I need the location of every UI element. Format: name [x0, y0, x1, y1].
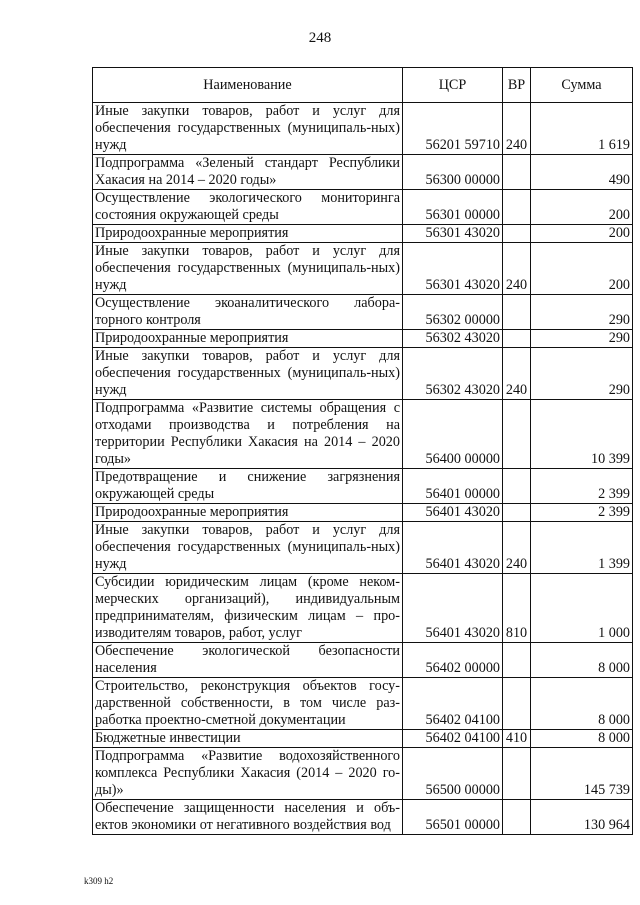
- cell-sum: 130 964: [531, 800, 633, 835]
- header-sum: Сумма: [531, 68, 633, 103]
- cell-vr: [503, 190, 531, 225]
- header-vr: ВР: [503, 68, 531, 103]
- cell-sum: 200: [531, 225, 633, 243]
- cell-csr: 56401 43020: [403, 522, 503, 574]
- cell-csr: 56302 43020: [403, 348, 503, 400]
- table-row: [93, 643, 633, 678]
- cell-csr: 56400 00000: [403, 400, 503, 469]
- table-row: [93, 678, 633, 730]
- table-row: [93, 469, 633, 504]
- footer-code: k309 h2: [84, 876, 114, 886]
- cell-sum: 490: [531, 155, 633, 190]
- cell-csr: 56402 00000: [403, 643, 503, 678]
- cell-sum: 8 000: [531, 730, 633, 748]
- cell-csr: 56301 43020: [403, 225, 503, 243]
- cell-vr: 240: [503, 348, 531, 400]
- cell-csr: 56201 59710: [403, 103, 503, 155]
- cell-vr: [503, 400, 531, 469]
- table-row: [93, 348, 633, 400]
- cell-sum: 290: [531, 330, 633, 348]
- cell-sum: 8 000: [531, 643, 633, 678]
- cell-sum: 2 399: [531, 469, 633, 504]
- cell-vr: [503, 225, 531, 243]
- cell-csr: 56401 43020: [403, 574, 503, 643]
- table-row: [93, 400, 633, 469]
- cell-vr: [503, 800, 531, 835]
- cell-name: Обеспечение экологической безопасности населения: [93, 643, 403, 678]
- cell-name: Подпрограмма «Развитие водохозяйственного комплекса Республики Хакасия (2014 – 2020 го-ды)»: [93, 748, 403, 800]
- table-row: [93, 225, 633, 243]
- cell-csr: 56302 00000: [403, 295, 503, 330]
- cell-name: Природоохранные мероприятия: [93, 330, 403, 348]
- cell-name: Иные закупки товаров, работ и услуг для обеспечения государственных (муниципаль-ных) нужд: [93, 348, 403, 400]
- cell-csr: 56401 43020: [403, 504, 503, 522]
- cell-csr: 56301 43020: [403, 243, 503, 295]
- cell-vr: 810: [503, 574, 531, 643]
- cell-vr: [503, 748, 531, 800]
- cell-sum: 2 399: [531, 504, 633, 522]
- cell-sum: 290: [531, 295, 633, 330]
- cell-csr: 56401 00000: [403, 469, 503, 504]
- cell-name: Бюджетные инвестиции: [93, 730, 403, 748]
- table-row: [93, 103, 633, 155]
- cell-name: Природоохранные мероприятия: [93, 225, 403, 243]
- cell-name: Осуществление экологического мониторинга состояния окружающей среды: [93, 190, 403, 225]
- cell-name: Природоохранные мероприятия: [93, 504, 403, 522]
- table-row: [93, 522, 633, 574]
- cell-vr: [503, 155, 531, 190]
- cell-csr: 56500 00000: [403, 748, 503, 800]
- cell-vr: 410: [503, 730, 531, 748]
- cell-sum: 145 739: [531, 748, 633, 800]
- cell-vr: [503, 469, 531, 504]
- table-header-row: [93, 68, 633, 103]
- page-number: 248: [308, 30, 332, 46]
- cell-vr: 240: [503, 522, 531, 574]
- cell-csr: 56300 00000: [403, 155, 503, 190]
- cell-name: Подпрограмма «Развитие системы обращения с отходами производства и потребления на территории Республики Хакасия на 2014 – 2020 годы»: [93, 400, 403, 469]
- cell-sum: 10 399: [531, 400, 633, 469]
- cell-csr: 56501 00000: [403, 800, 503, 835]
- cell-name: Иные закупки товаров, работ и услуг для обеспечения государственных (муниципаль-ных) нужд: [93, 522, 403, 574]
- table-row: [93, 295, 633, 330]
- cell-csr: 56302 43020: [403, 330, 503, 348]
- cell-vr: 240: [503, 243, 531, 295]
- table-row: [93, 730, 633, 748]
- cell-sum: 1 619: [531, 103, 633, 155]
- cell-name: Субсидии юридическим лицам (кроме неком-мерческих организаций), индивидуальным предпринимателям, физическим лицам – про-изводителям товаров, работ, услуг: [93, 574, 403, 643]
- cell-sum: 8 000: [531, 678, 633, 730]
- cell-csr: 56402 04100: [403, 678, 503, 730]
- cell-csr: 56402 04100: [403, 730, 503, 748]
- cell-vr: 240: [503, 103, 531, 155]
- cell-sum: 1 000: [531, 574, 633, 643]
- cell-name: Обеспечение защищенности населения и объ-ектов экономики от негативного воздействия вод: [93, 800, 403, 835]
- table-row: [93, 330, 633, 348]
- table-row: [93, 243, 633, 295]
- cell-name: Иные закупки товаров, работ и услуг для обеспечения государственных (муниципаль-ных) нужд: [93, 103, 403, 155]
- cell-vr: [503, 330, 531, 348]
- table-row: [93, 574, 633, 643]
- cell-vr: [503, 295, 531, 330]
- cell-vr: [503, 504, 531, 522]
- cell-sum: 200: [531, 190, 633, 225]
- header-csr: ЦСР: [403, 68, 503, 103]
- budget-table: [92, 67, 633, 835]
- cell-name: Иные закупки товаров, работ и услуг для обеспечения государственных (муниципаль-ных) нужд: [93, 243, 403, 295]
- header-name: Наименование: [93, 68, 403, 103]
- table-row: [93, 155, 633, 190]
- table-body: [93, 103, 633, 835]
- table-row: [93, 190, 633, 225]
- cell-vr: [503, 678, 531, 730]
- table-row: [93, 504, 633, 522]
- cell-name: Подпрограмма «Зеленый стандарт Республики Хакасия на 2014 – 2020 годы»: [93, 155, 403, 190]
- table-row: [93, 748, 633, 800]
- cell-sum: 290: [531, 348, 633, 400]
- cell-sum: 1 399: [531, 522, 633, 574]
- cell-name: Предотвращение и снижение загрязнения окружающей среды: [93, 469, 403, 504]
- cell-sum: 200: [531, 243, 633, 295]
- cell-vr: [503, 643, 531, 678]
- cell-name: Осуществление экоаналитического лабора-торного контроля: [93, 295, 403, 330]
- table-row: [93, 800, 633, 835]
- cell-csr: 56301 00000: [403, 190, 503, 225]
- cell-name: Строительство, реконструкция объектов госу-дарственной собственности, в том числе раз-работка проектно-сметной документации: [93, 678, 403, 730]
